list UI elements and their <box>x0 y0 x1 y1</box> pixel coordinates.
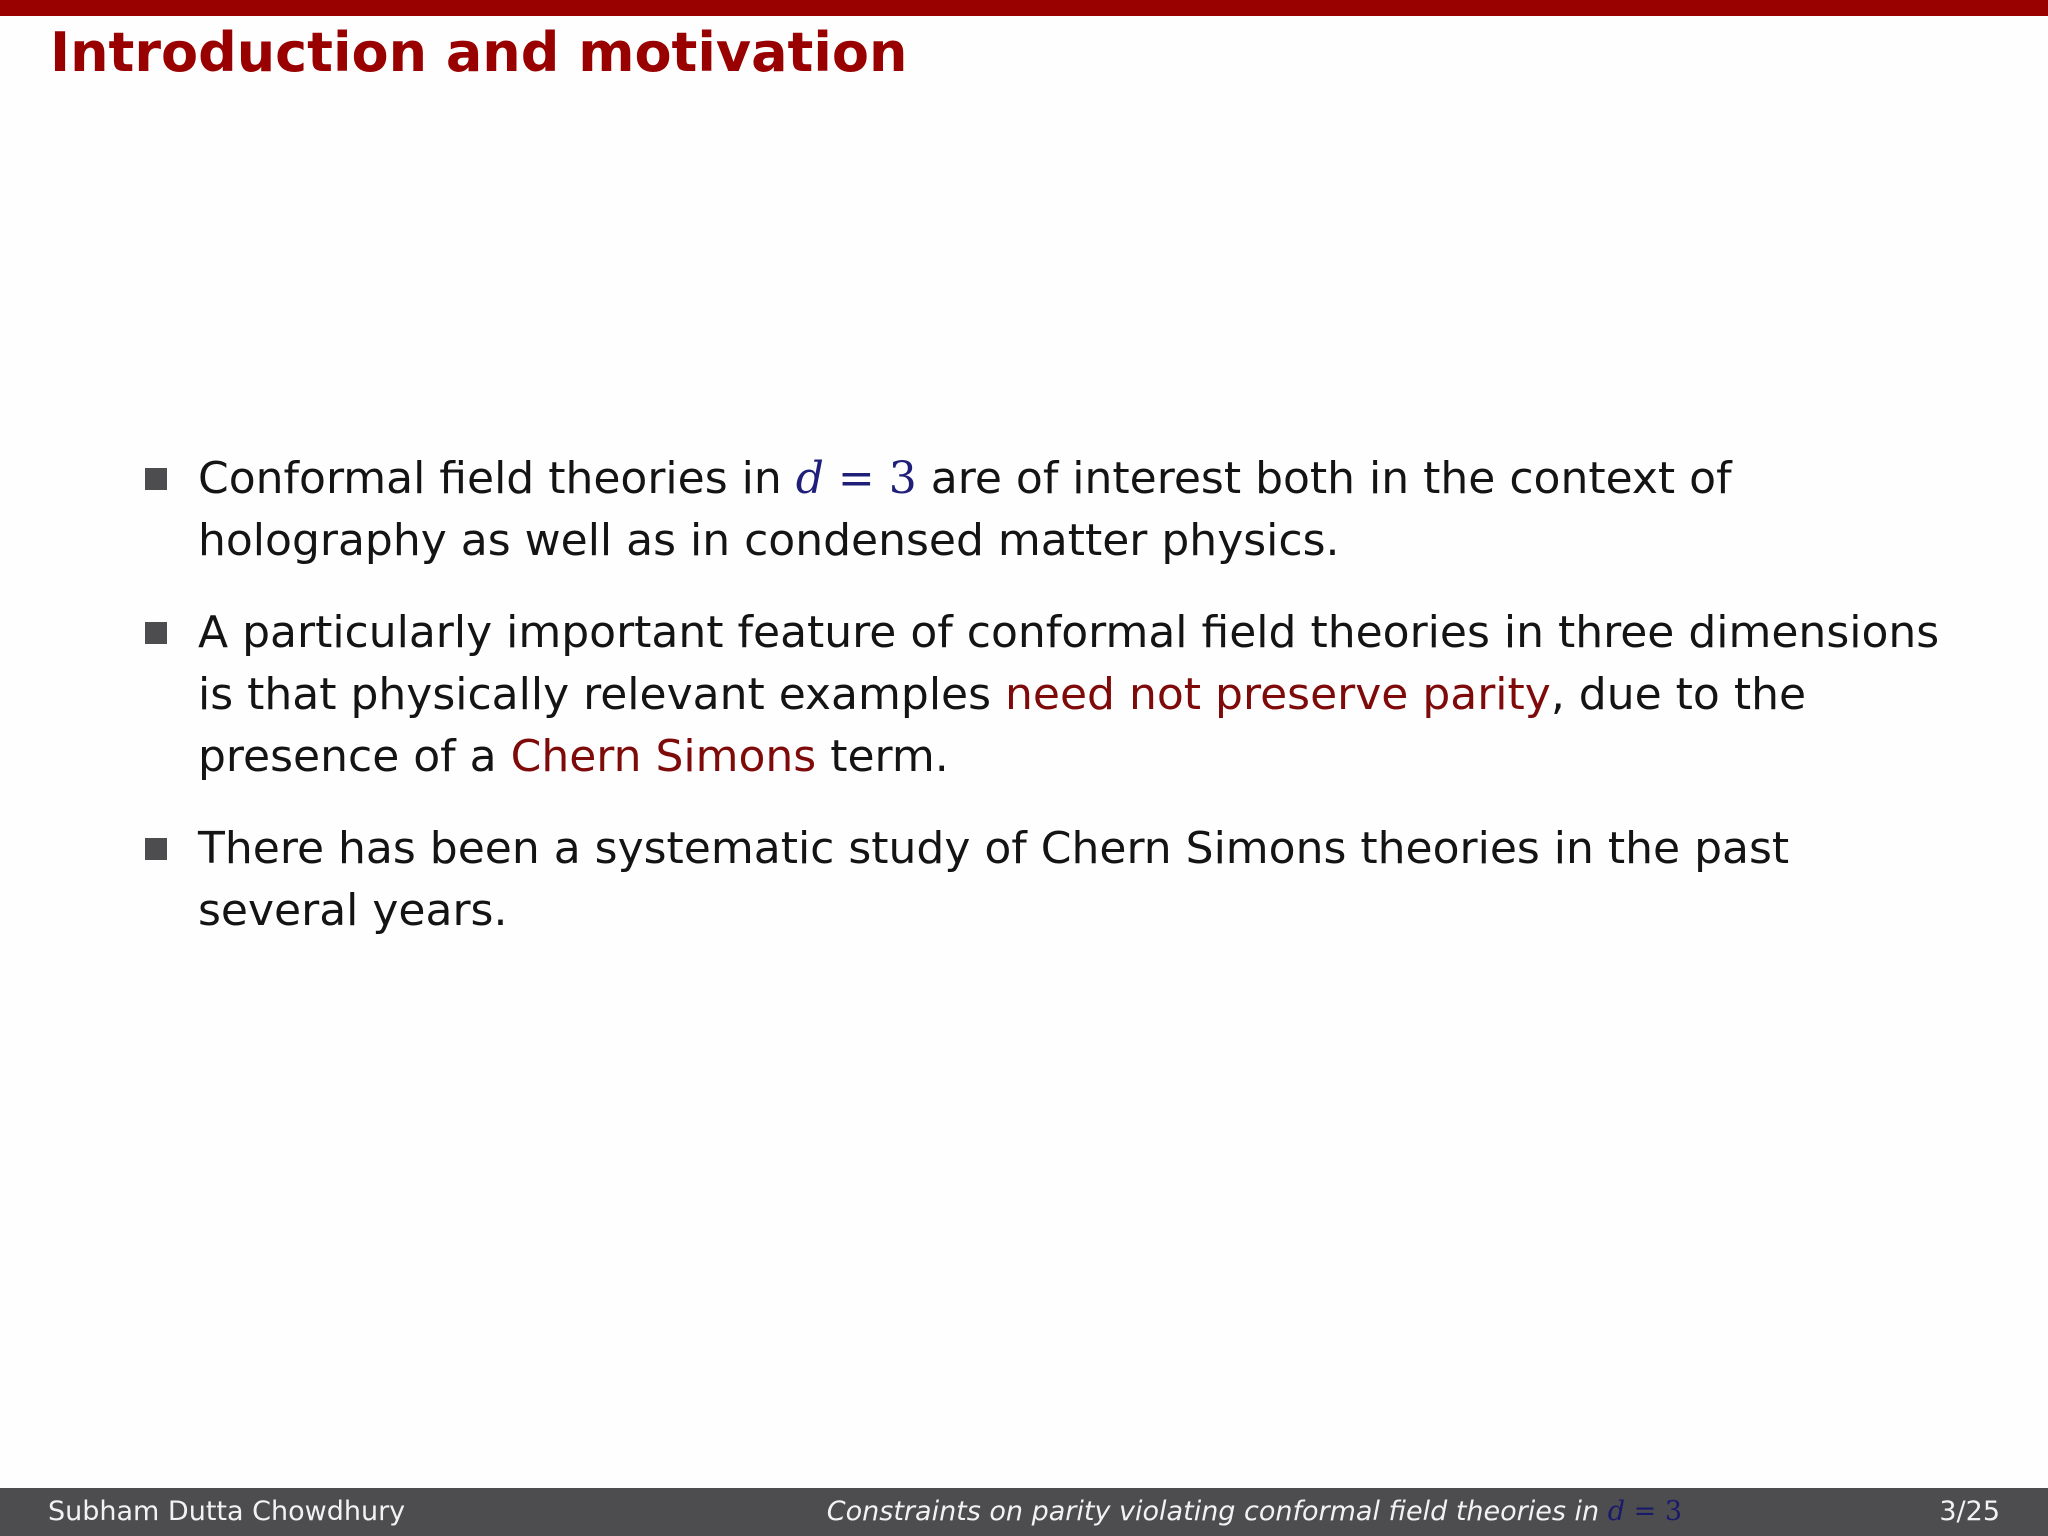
footer-talk-title <box>827 1488 1682 1536</box>
bullet-item-parity <box>0 602 1958 788</box>
footer-math-variable: d <box>1607 1496 1626 1527</box>
footer-math-equals-value: = 3 <box>1625 1496 1682 1527</box>
highlight-chern-simons: Chern Simons <box>510 731 817 782</box>
square-bullet-icon <box>145 838 167 860</box>
math-variable: d <box>795 453 824 504</box>
highlight-parity: need not preserve parity <box>1005 669 1551 720</box>
math-equals-value: = 3 <box>823 453 917 504</box>
bullet-text: Conformal field theories in <box>198 453 796 504</box>
footer-title-text: Constraints on parity violating conformal field theories in <box>826 1496 1608 1527</box>
footer-bar <box>0 1488 2048 1536</box>
bullet-text-continued: , due to the presence of a <box>198 669 1807 782</box>
math-expression <box>796 453 917 504</box>
slide-title: Introduction and motivation <box>50 21 908 84</box>
footer-math-expression <box>1608 1496 1682 1527</box>
bullet-text: There has been a systematic study of Chern Simons theories in the past several years. <box>198 823 1790 936</box>
bullet-text: A particularly important feature of conformal field theories in three dimensions is that physically relevant examples <box>198 607 1940 720</box>
footer-author: Subham Dutta Chowdhury <box>48 1496 406 1527</box>
square-bullet-icon <box>145 622 167 644</box>
page-number: 3/25 <box>1939 1496 2000 1527</box>
bullet-list <box>0 448 2048 972</box>
square-bullet-icon <box>145 468 167 490</box>
top-accent-bar <box>0 0 2048 16</box>
bullet-text-end: term. <box>816 731 949 782</box>
bullet-item-systematic-study <box>0 818 1958 942</box>
bullet-text-continued: are of interest both in the context of holography as well as in condensed matter physics. <box>198 453 1732 566</box>
bullet-item-cft-d3 <box>0 448 1958 572</box>
